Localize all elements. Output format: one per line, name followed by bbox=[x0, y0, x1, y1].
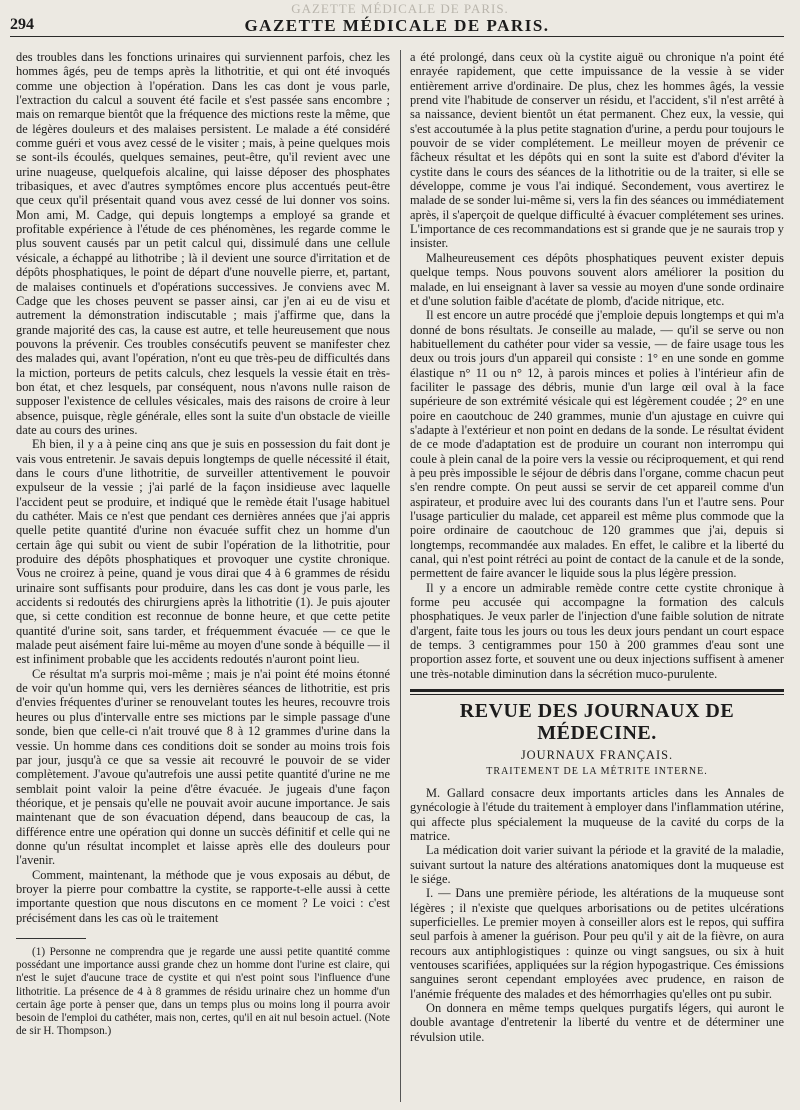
column-rule bbox=[400, 50, 401, 1102]
journal-title: GAZETTE MÉDICALE DE PARIS. bbox=[244, 16, 550, 35]
section-rule bbox=[410, 689, 784, 692]
right-column bbox=[410, 50, 784, 1102]
paragraph: Il y a encore un admirable remède contre cette cystite chronique à forme peu accusée qui accompagne la formation des calculs phosphatiques. Je veux parler de l'injection d'une faible solution de nitrate d'argent, faite tous les jours ou tous les deux jours pendant un court espace de temps. 3 centigrammes pour 150 à 200 grammes d'eau sont une proportion assez forte, et souvent une ou deux injections suffisent à amener une très-notable diminution dans la sécrétion muco-purulente. bbox=[410, 580, 784, 681]
running-head bbox=[10, 14, 784, 37]
paragraph: La médication doit varier suivant la période et la gravité de la maladie, suivant surtout la nature des altérations anatomiques dont la muqueuse est le siége. bbox=[410, 843, 784, 886]
section-subhead: JOURNAUX FRANÇAIS. bbox=[520, 748, 674, 763]
section-rule-thin bbox=[410, 694, 784, 695]
paragraph: Comment, maintenant, la méthode que je vous exposais au début, de broyer la pierre pour combattre la cystite, se rapporte-t-elle aussi à cette importante question que nous discutons en ce moment ? Le voici : c'est précisément dans les cas où le traitement bbox=[16, 867, 390, 925]
paragraph: des troubles dans les fonctions urinaires qui surviennent parfois, chez les hommes âgés, peu de temps après la lithotritie, et qui ont été invoqués comme une objection à l'opération. Dans les cas dont je vous parle, l'extraction du calcul a souvent été facile et s'est passée sans encombre ; mais on remarque bientôt que la fréquence des mictions reste la même, que de légères douleurs et des malaises persistent. Le malade a été considéré comme guéri et vous avez cessé de le visiter ; mais, à peine quelques mois se sont-ils écoulés, quelques semaines, peut-être, qu'il revient avec une urine nuageuse, quelquefois alcaline, qui laisse déposer des phosphates tribasiques, et avec d'autres symptômes encore plus accentués peut-être que ceux qu'il présentait quand vous avez cessé de lui donner vos soins. Mon ami, M. Cadge, qui depuis longtemps a employé sa grande et profitable expérience à l'étude de ces phénomènes, les regarde comme le plus souvent causés par un petit calcul qui, dissimulé dans une cellule vésicale, a échappé au lithotribe ; là il devient une source d'irritation et de dépôts phosphatiques, le point de départ d'une nouvelle pierre, et, partant, de malaises continuels et d'opérations successives. Je conviens avec M. Cadge que les choses peuvent se passer ainsi, car j'en ai eu de visu et autrement la démonstration indiscutable ; mais j'affirme que, dans la grande majorité des cas, la cause est autre, et telle heureusement que nous pouvons la prévenir. Ces troubles consécutifs peuvent se manifester chez des malades qui, avant l'opération, n'ont eu que très-peu de difficultés dans la miction, porteurs de petits calculs, chez lesquels la vessie était en très-bon état, et chez lesquels, par conséquent, nous n'avons nulle raison de supposer l'existence de cellules vésicales, mais des raisons de croire à leur absence, puisque, règle générale, elles sont la suite d'un obstacle de vieille date au cours des urines. bbox=[16, 50, 390, 437]
footnote: (1) Personne ne comprendra que je regarde une aussi petite quantité comme possédant une importance aussi grande chez un homme dont l'urine est claire, qui n'est le sujet d'aucune trace de cystite et qui n'est point sous l'influence d'une lithotritie. La présence de 4 à 8 grammes de résidu urinaire chez un homme d'un certain âge porte à penser que, dans un temps plus ou moins long il pourra avoir besoin de l'emploi du cathéter, mais non, certes, qu'il en ait nul besoin actuel. (Note de sir H. Thompson.) bbox=[16, 945, 390, 1038]
page-number: 294 bbox=[10, 16, 34, 33]
section-title: REVUE DES JOURNAUX DE MÉDECINE. bbox=[459, 700, 735, 745]
article-title: TRAITEMENT DE LA MÉTRITE INTERNE. bbox=[486, 766, 708, 778]
paragraph: I. — Dans une première période, les altérations de la muqueuse sont légères ; il n'existe que quelques arborisations ou de petites ulcérations superficielles. Le premier moyen à conseiller alors est le repos, qui suffira seul parfois à amener la guérison. Pour peu qu'il y ait de la fièvre, on aura recours aux antiphlogistiques : quinze ou vingt sangsues, ou six à huit ventouses scarifiées, appliquées sur la région hypogastrique. Ces émissions sanguines seront cependant employées avec prudence, en raison de l'anémie fréquente des malades et des hémorrhagies qu'elles ont pu subir. bbox=[410, 886, 784, 1001]
paragraph: Eh bien, il y a à peine cinq ans que je suis en possession du fait dont je vais vous entretenir. Je savais depuis longtemps de quelle nécessité il était, dans le cours d'une lithotritie, de surveiller attentivement le pouvoir expulseur de la vessie ; j'ai parlé de la façon insidieuse avec laquelle l'accident peut se produire, et indiqué que le remède était l'usage habituel du cathéter. Mais ce n'est que pendant ces dernières années que j'ai appris quelle petite quantité d'urine non évacuée suffit chez un homme d'un certain âge qui subit ou vient de subir l'opération de la lithotritie, pour produire des dépôts phosphatiques et provoquer une cystite chronique. Vous ne croirez à peine, quand je vous dirai que 4 à 6 grammes de résidu urinaire sont suffisants pour produire, dans les cas dont je vous parle, les accidents si redoutés des chirurgiens après la lithotritie (1). Je puis ajouter que, si cette condition est reconnue de bonne heure, et que cette petite quantité d'urine soit, sans tarder, et fréquemment évacuée — ce que le malade peut aisément faire lui-même au moyen d'une sonde à béquille — il est infiniment probable que les accidents redoutés n'auront point lieu. bbox=[16, 437, 390, 667]
paragraph: a été prolongé, dans ceux où la cystite aiguë ou chronique n'a point été enrayée rapidement, que cette impuissance de la vessie à se vider entièrement arrive d'ordinaire. De plus, chez les hommes âgés, la vessie prend vite l'habitude de conserver un résidu, et l'accident, s'il n'est arrêté à sa naissance, devient bientôt un état permanent. Chez eux, la vessie, qui s'est accoutumée à la plus petite stagnation d'urine, a perdu pour toujours le pouvoir de se vider complétement. Le meilleur moyen de prévenir ce fâcheux résultat et les dépôts qui en sont la suite est d'abord d'éviter la cystite dans le cours des séances de la lithotritie ou de la traiter, si elle se développe, comme je vous l'ai indiqué. Secondement, vous avertirez le malade de se sonder lui-même si, vers la fin des séances ou immédiatement après, il s'aperçoit de quelque difficulté à évacuer complétement ses urines. L'importance de ces recommandations est si grande que je ne saurais trop y insister. bbox=[410, 50, 784, 251]
paragraph: Ce résultat m'a surpris moi-même ; mais je n'ai point été moins étonné de voir qu'un homme qui, vers les dernières séances de lithotritie, est pris d'envies fréquentes d'uriner se renouvelant toutes les heures, recouvre trois heures ou plus d'intervalle entre ses mictions par le simple passage d'une sonde, bien que celle-ci n'ait trouvé que 8 à 12 grammes d'urine dans la vessie. Un homme dans ces conditions doit se sonder au moins trois fois par jour, jusqu'à ce que sa vessie ait recouvré le pouvoir de se vider complètement. J'avoue qu'autrefois une aussi petite quantité d'urine ne me semblait point valoir la peine d'être évacuée. Je jugeais d'une façon théorique, et je pensais qu'elle ne pouvait avoir aucune importance. Je sais maintenant que de son évacuation dépend, dans beaucoup de cas, la différence entre une opération qui donne un succès définitif et celle qui ne donne qu'un résultat incomplet et laisse après elle des douleurs pour l'avenir. bbox=[16, 666, 390, 868]
paragraph: M. Gallard consacre deux importants articles dans les Annales de gynécologie à l'étude du traitement à employer dans l'inflammation utérine, qui affecte plus spécialement la muqueuse de la cavité du corps de la matrice. bbox=[410, 785, 784, 843]
left-column bbox=[16, 50, 390, 1102]
paragraph: Il est encore un autre procédé que j'emploie depuis longtemps et qui m'a donné de bons résultats. Je conseille au malade, — qu'il se serve ou non habituellement du cathéter pour vider sa vessie, — de faire usage tous les deux ou trois jours d'un appareil qui consiste : 1° en une sonde en gomme élastique n° 11 ou n° 12, à parois minces et polies à l'intérieur afin de faciliter le passage des débris, munie d'un large œil oval à la face supérieure de son extrémité vésicale qui est légèrement coudée ; 2° en une poire en caoutchouc de 240 grammes, munie d'un ajustage en cuivre qui s'adapte à l'extérieur et non point en dedans de la sonde. Le résultat évident de ce mode d'adaptation est de produire un courant non interrompu qui coule à plein canal de la poire vers la vessie ou réciproquement, et qui rend à peu près impossible le séjour de débris dans l'organe, comme chacun peut s'en rendre compte. On peut aussi se servir de cet appareil comme d'un aspirateur, et produire avec lui des courants dans l'un et l'autre sens. Pour l'usage particulier du malade, cet appareil est même plus commode que la poire ordinaire de caoutchouc de 120 grammes que j'ai, depuis si longtemps, recommandée aux malades. En effet, le calibre et la liberté du canal, qui n'est point rétréci au point de contact de la canule et de la sonde, permettent de faire avancer le liquide sous la plus légère pression. bbox=[410, 308, 784, 581]
footnote-rule bbox=[16, 938, 86, 939]
paragraph: On donnera en même temps quelques purgatifs légers, qui auront le double avantage d'entretenir la liberté du ventre et de déterminer une révulsion utile. bbox=[410, 1000, 784, 1044]
paragraph: Malheureusement ces dépôts phosphatiques peuvent exister depuis quelque temps. Nous pouvons souvent alors améliorer la position du malade, en lui enseignant à laver sa vessie au moyen d'une sonde ordinaire et d'une solution faible d'acétate de plomb, d'acide nitrique, etc. bbox=[410, 250, 784, 308]
bleed-through-header: GAZETTE MÉDICALE DE PARIS. bbox=[291, 1, 509, 16]
